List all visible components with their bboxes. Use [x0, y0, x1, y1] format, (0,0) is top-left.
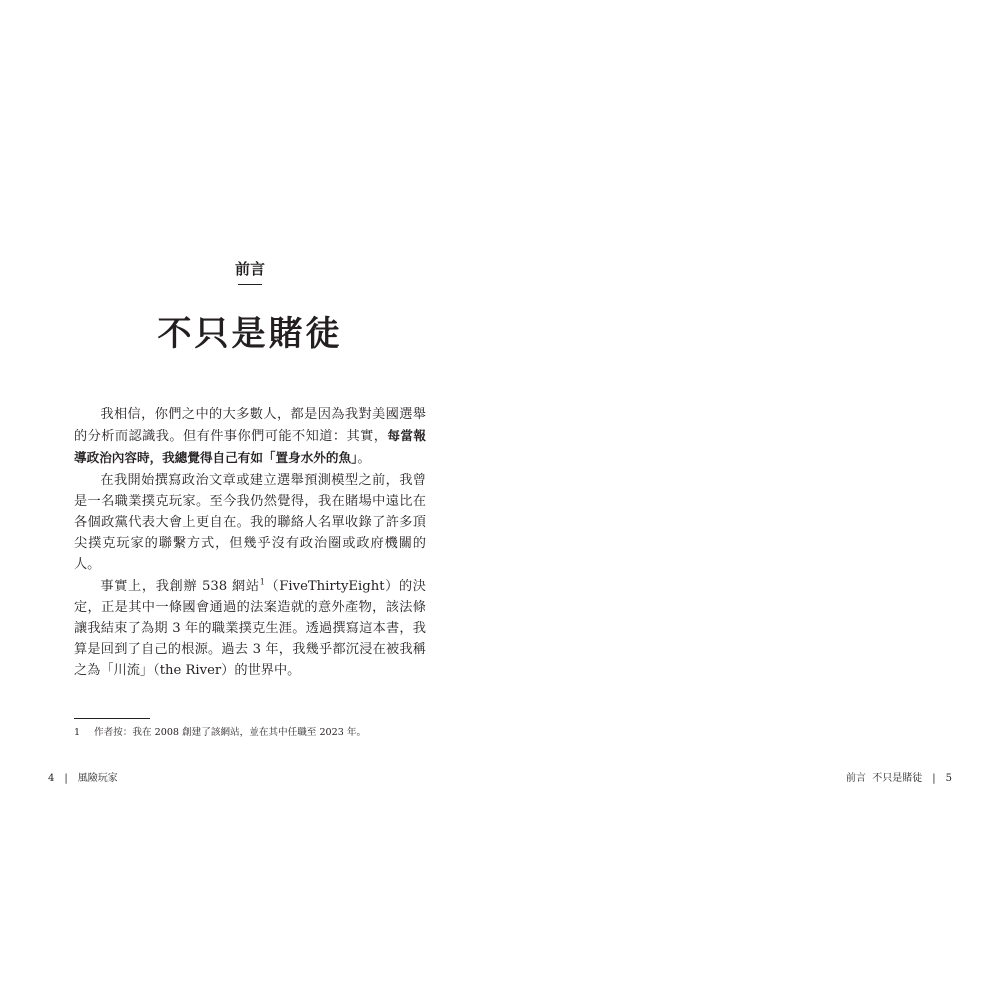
page-number: 5	[945, 773, 952, 784]
footnote-marker: 1	[259, 577, 265, 587]
footnote-number: 1	[74, 727, 81, 738]
left-body-text	[74, 404, 426, 682]
text-run: 我相信，你們之中的大多數人，都是因為我對美國選舉的分析而認識我。但有件事你們可能不知道：其實，	[74, 407, 426, 445]
text-run: 。	[357, 451, 371, 467]
chapter-label-rule	[238, 284, 262, 285]
running-foot-right	[846, 772, 952, 786]
running-separator: |	[932, 773, 936, 784]
emphasis-text: 每當報導政治內容時，我總覺得自己有如「置身水外的魚」	[74, 428, 427, 466]
chapter-label: 前言	[234, 260, 265, 278]
footnote-rule	[74, 718, 150, 719]
body-paragraph	[74, 470, 426, 576]
body-paragraph	[74, 576, 426, 682]
right-page	[500, 0, 1000, 1000]
book-title: 風險玩家	[77, 773, 118, 784]
footnote-text: 作者按：我在 2008 創建了該網站，並在其中任職至 2023 年。	[94, 727, 367, 738]
text-run: 事實上，我創辦 538 網站	[100, 578, 260, 594]
text-run: （FiveThirtyEight）的決定，正是其中一條國會通過的法案造就的意外產物，該法條讓我結束了為期 3 年的職業撲克生涯。透過撰寫這本書，我算是回到了自己的根源。過去 3 年，我幾乎都沉浸在被我稱之為「川流」（the River）的世界中。	[74, 578, 426, 679]
footnote-1	[74, 726, 366, 740]
chapter-title: 不只是賭徒	[157, 314, 343, 354]
body-paragraph	[74, 404, 426, 470]
chapter-title-short: 不只是賭徒	[872, 773, 923, 784]
text-run: 在我開始撰寫政治文章或建立選舉預測模型之前，我曾是一名職業撲克玩家。至今我仍然覺得，我在賭場中遠比在各個政黨代表大會上更自在。我的聯絡人名單收錄了許多頂尖撲克玩家的聯繫方式，但幾乎沒有政治圈或政府機關的人。	[74, 472, 426, 573]
running-separator: |	[64, 773, 68, 784]
running-foot-left	[48, 772, 118, 786]
chapter-name: 前言	[845, 773, 866, 784]
page-number: 4	[48, 773, 55, 784]
